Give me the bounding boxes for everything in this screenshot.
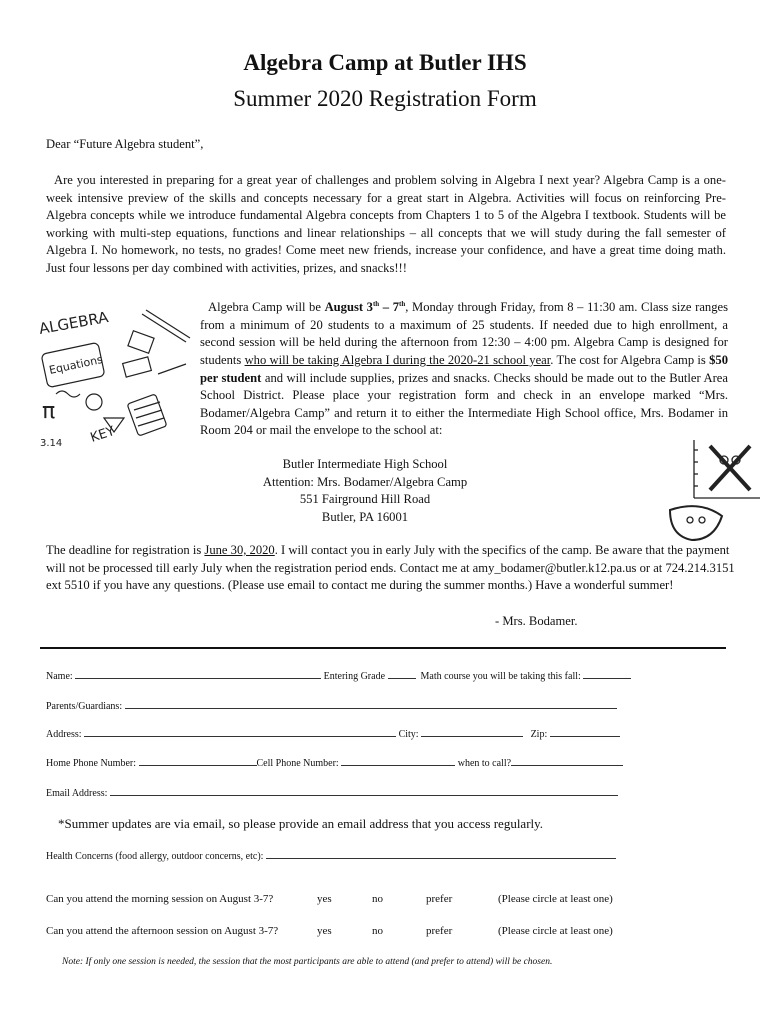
afternoon-option-prefer[interactable]: prefer: [426, 925, 453, 937]
intro-paragraph: Are you interested in preparing for a great year of challenges and problem solving in Algebra I next year? Algebra Camp is a one-week intensive preview of the skills and concepts necessary for a great start in Algebra. Activities will focus on reinforcing Pre-Algebra concepts while we introduce fundamental Algebra concepts from Chapters 1 to 5 of the Algebra I textbook. Students will be working with multi-step equations, functions and linear relationships – all concepts that we will study during the fall semester of Algebra I. No homework, no tests, no grades! Come meet new friends, increase your confidence, and have a great time doing math. Just four lessons per day combined with activities, prizes, and snacks!!!: [46, 173, 726, 275]
address-line: 551 Fairground Hill Road: [299, 492, 431, 507]
row-health: [46, 849, 616, 862]
details-text: . The cost for Algebra Camp is: [550, 352, 710, 367]
parents-field[interactable]: [125, 699, 617, 709]
details-text: , Monday through Friday, from 8 – 11:30 am. Class size ranges from a minimum of 20 students to a maximum of 25 students. If needed due to high enrollment, a second session will be held during the afternoon from 12:30 – 4:00 pm. Algebra Camp is designed for students: [200, 300, 729, 367]
cell-phone-field[interactable]: [341, 756, 455, 766]
graph-doodle-illustration: [664, 436, 764, 548]
home-phone-field[interactable]: [139, 756, 257, 766]
grade-field[interactable]: [388, 669, 416, 679]
row-phone: [46, 756, 623, 769]
call-time-field[interactable]: [511, 756, 623, 766]
calculator-line: [136, 410, 162, 418]
email-label: Email Address:: [46, 788, 108, 799]
date-suffix: th: [399, 300, 406, 308]
deadline-text: The deadline for registration is: [46, 543, 205, 557]
grade-label: Entering Grade: [323, 671, 386, 682]
eye-shape: [699, 517, 705, 523]
pi-symbol: π: [42, 399, 56, 424]
eligibility-text: who will be taking Algebra I during the 2020-21 school year: [244, 352, 551, 367]
eraser-shape: [123, 357, 152, 377]
call-time-label: when to call?: [457, 758, 512, 769]
circle-shape: [86, 394, 102, 410]
address-line: Butler Intermediate High School: [282, 457, 448, 471]
pencil-shape: [146, 310, 190, 338]
page-subtitle: Summer 2020 Registration Form: [233, 86, 537, 111]
details-text: Algebra Camp will be: [208, 300, 325, 315]
question-morning: Can you attend the morning session on August 3-7?: [46, 893, 274, 905]
session-note: Note: If only one session is needed, the session that the most participants are able to attend (and prefer to attend) will be chosen.: [62, 957, 553, 967]
doodle-word-algebra: ALGEBRA: [37, 308, 110, 338]
camp-dates: [325, 300, 406, 314]
deadline-text: . I will contact you in early July with the specifics of the camp. Be aware that the payment will not be processed till early July when the registration period ends. Contact me at amy_bodamer@butler.k12.pa.us or at 724.214.3151 ext 5510 if you have any questions. (Please use email to contact me during the summer months.) Have a wonderful summer!: [46, 543, 735, 593]
home-phone-label: Home Phone Number:: [46, 758, 136, 769]
deadline-paragraph: [46, 542, 736, 595]
page-title: Algebra Camp at Butler IHS: [243, 50, 527, 75]
morning-option-yes[interactable]: yes: [317, 893, 332, 905]
parents-label: Parents/Guardians:: [46, 701, 123, 712]
math-course-field[interactable]: [583, 669, 631, 679]
doodle-word-equations: Equations: [47, 352, 104, 377]
doodle-word-key: KEY: [88, 423, 117, 446]
signoff: - Mrs. Bodamer.: [495, 614, 578, 628]
email-notice: *Summer updates are via email, so please provide an email address that you access regularly.: [58, 816, 544, 831]
morning-option-no[interactable]: no: [372, 893, 383, 905]
doodle-number-pi: 3.14: [40, 438, 63, 449]
email-field[interactable]: [110, 786, 618, 796]
cell-phone-label: Cell Phone Number:: [256, 758, 339, 769]
camp-cost: $50 per student: [200, 352, 728, 385]
question-afternoon: Can you attend the afternoon session on August 3-7?: [46, 925, 279, 937]
calculator-line: [138, 418, 164, 426]
pencil-shape: [158, 364, 186, 374]
name-field[interactable]: [75, 669, 321, 679]
address-line: Attention: Mrs. Bodamer/Algebra Camp: [262, 474, 468, 489]
eye-shape: [687, 517, 693, 523]
section-divider: [40, 647, 726, 649]
morning-option-prefer[interactable]: prefer: [426, 893, 453, 905]
city-field[interactable]: [421, 727, 523, 737]
eraser-shape: [128, 331, 154, 354]
x-character-shape: [710, 446, 750, 490]
morning-circle-hint: (Please circle at least one): [498, 893, 613, 905]
details-text: and will include supplies, prizes and snacks. Checks should be made out to the Butler Area School District. Please place your registration form and check in an envelope marked “Mrs. Bodamer/Algebra Camp” and return it to either the Intermediate High School office, Mrs. Bodamer in Room 204 or mail the envelope to the school at:: [200, 370, 728, 438]
row-parents: [46, 699, 617, 712]
date-suffix: th: [372, 300, 380, 308]
row-address: [46, 727, 620, 740]
squiggle-shape: [56, 391, 80, 397]
date-start: August 3: [324, 300, 373, 315]
row-email: [46, 786, 618, 799]
zip-field[interactable]: [550, 727, 620, 737]
address-field[interactable]: [84, 727, 396, 737]
afternoon-option-no[interactable]: no: [372, 925, 383, 937]
date-end: – 7: [379, 300, 400, 315]
deadline-date: June 30, 2020: [204, 543, 275, 557]
city-label: City:: [398, 729, 419, 740]
name-label: Name:: [46, 671, 73, 682]
y-character-shape: [670, 506, 722, 540]
math-course-label: Math course you will be taking this fall:: [420, 671, 581, 682]
math-doodle-illustration: [36, 302, 192, 452]
pencil-shape: [142, 314, 186, 342]
address-line: Butler, PA 16001: [321, 509, 409, 524]
afternoon-option-yes[interactable]: yes: [317, 925, 332, 937]
row-name: [46, 669, 631, 682]
calculator-line: [134, 402, 160, 410]
health-field[interactable]: [266, 849, 616, 859]
mailing-address: [200, 456, 530, 526]
salutation: Dear “Future Algebra student”,: [46, 137, 204, 151]
health-label: Health Concerns (food allergy, outdoor concerns, etc):: [46, 851, 264, 862]
afternoon-circle-hint: (Please circle at least one): [498, 925, 613, 937]
details-paragraph: [200, 296, 728, 440]
address-label: Address:: [46, 729, 82, 740]
zip-label: Zip:: [530, 729, 548, 740]
